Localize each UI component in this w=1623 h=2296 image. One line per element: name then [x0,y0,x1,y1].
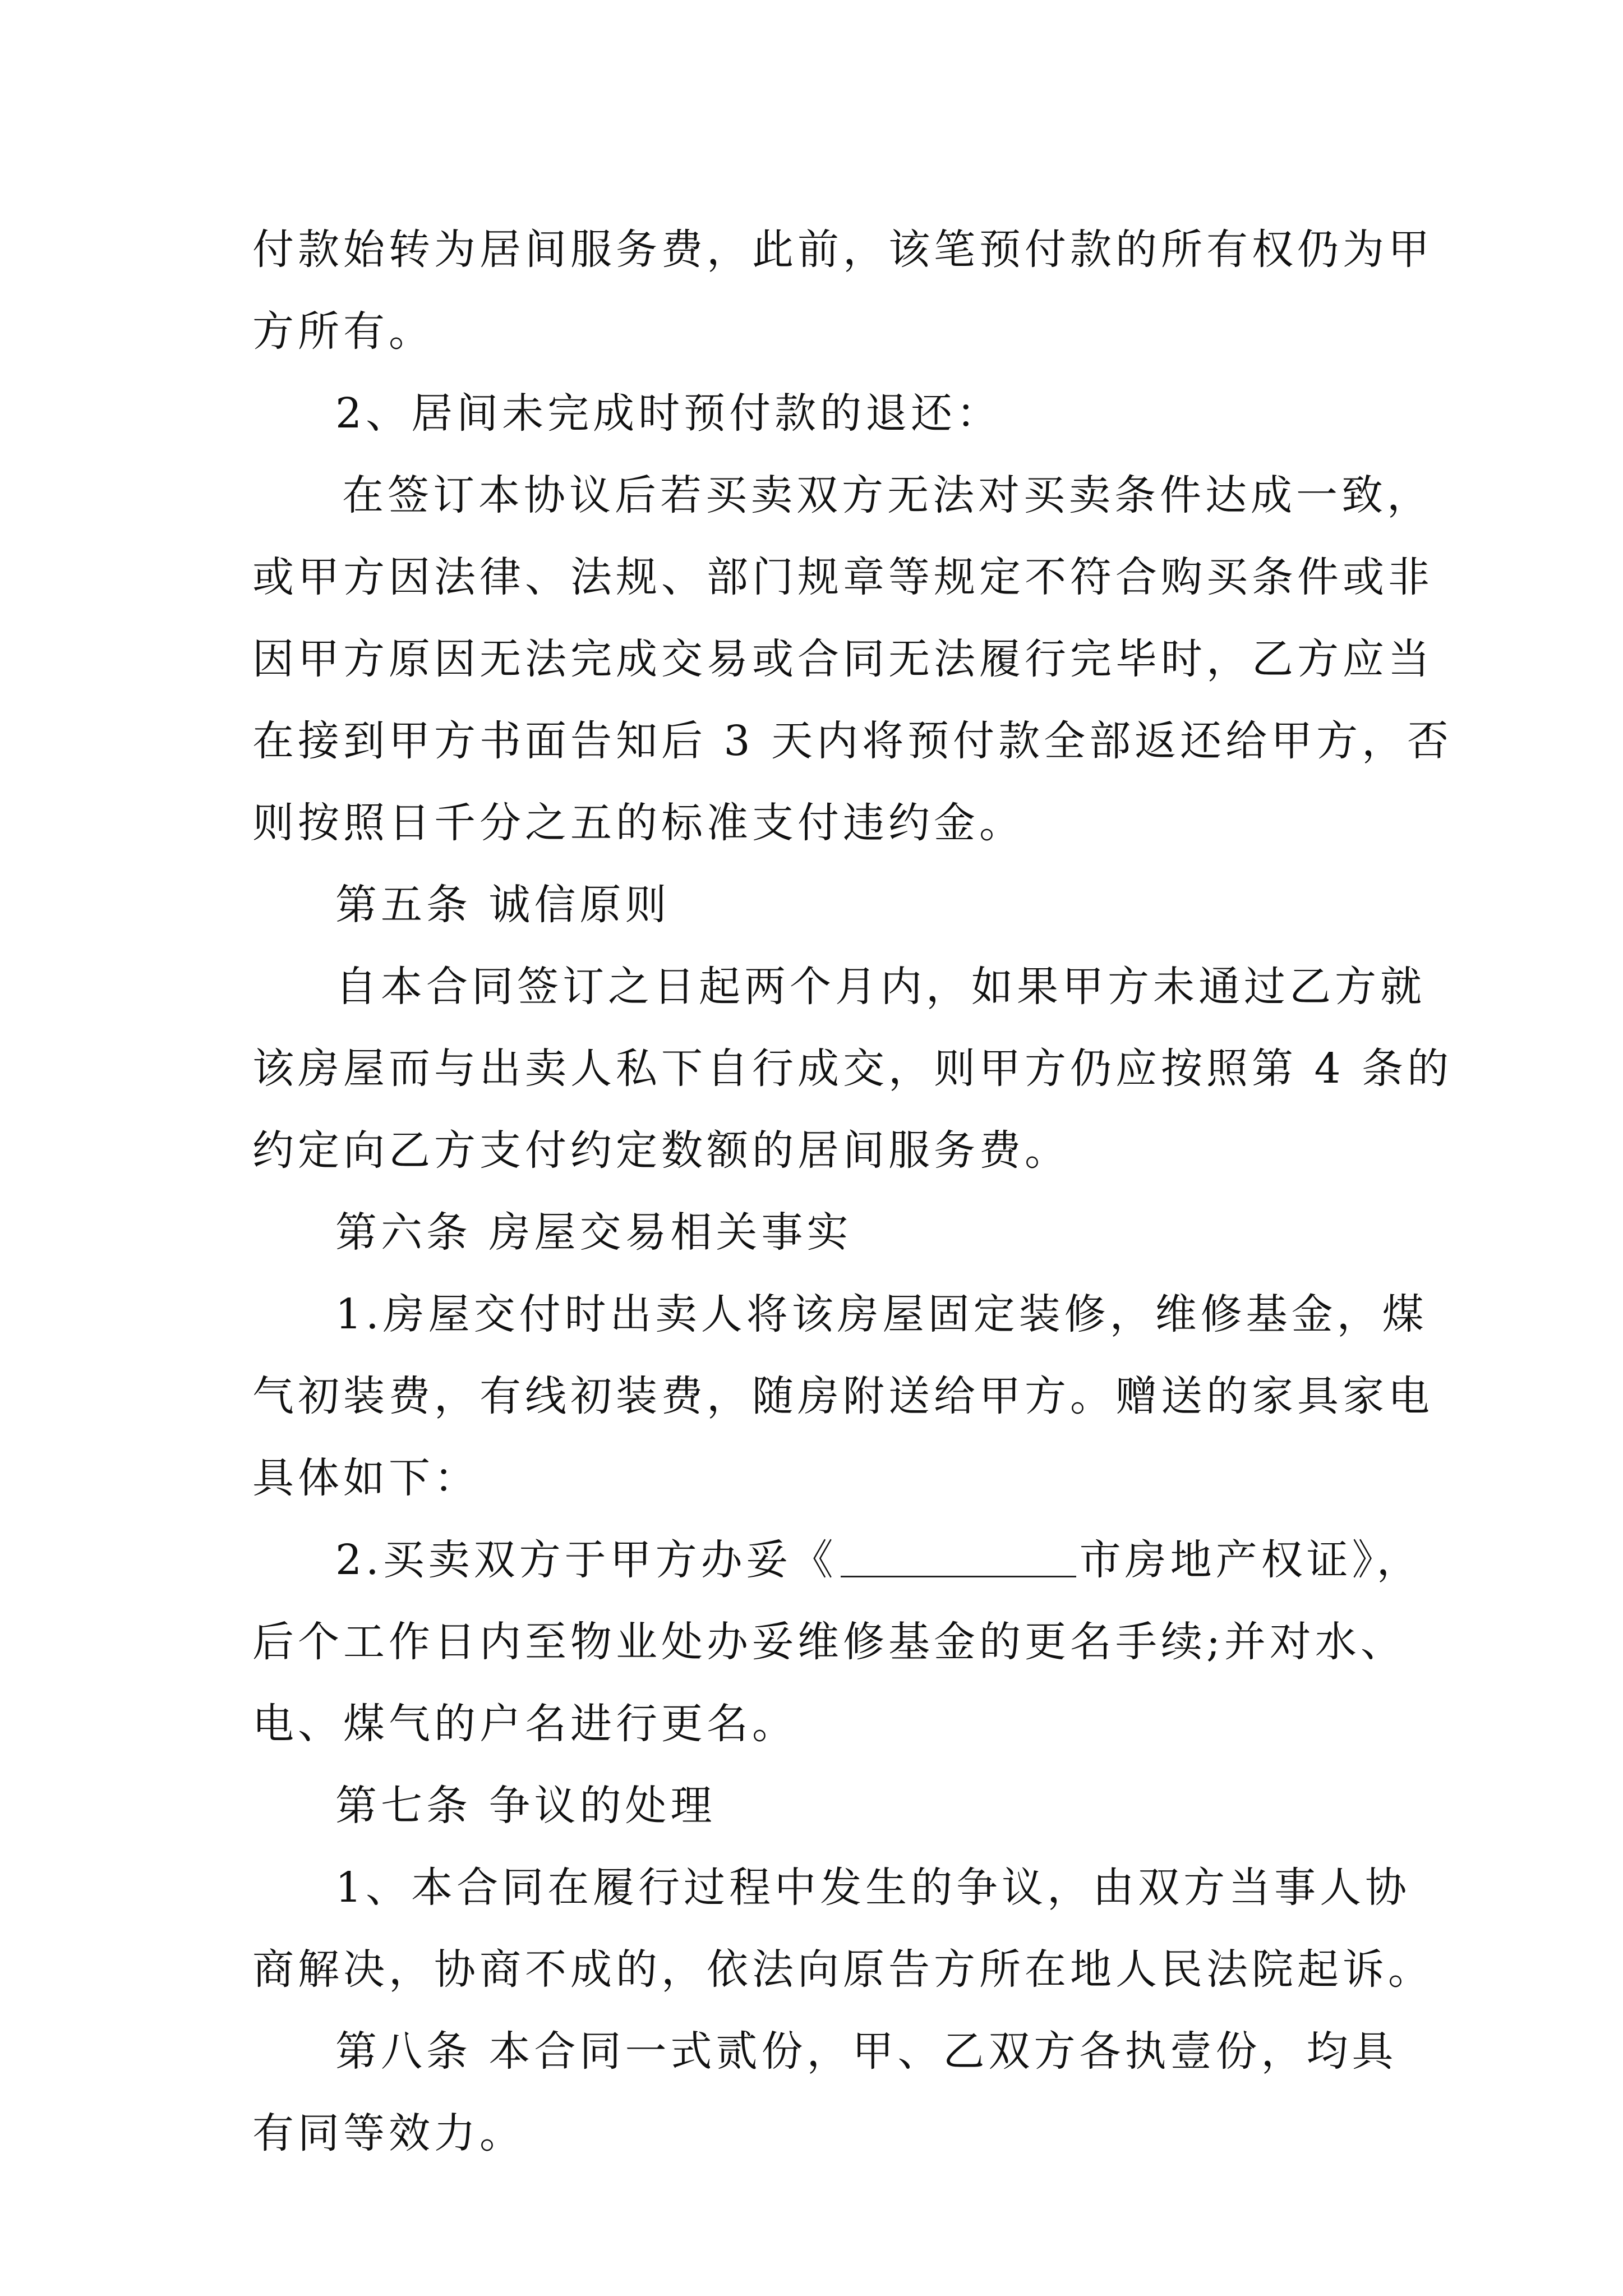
paragraph-line: 方所有。 [252,307,434,356]
article-heading: 第八条 本合同一式贰份，甲、乙双方各执壹份，均具 [335,2027,1398,2076]
paragraph-line: 约定向乙方支付约定数额的居间服务费。 [252,1126,1070,1175]
section-heading: 2、居间未完成时预付款的退还： [335,389,1002,438]
paragraph-line: 商解决，协商不成的，依法向原告方所在地人民法院起诉。 [252,1945,1433,1994]
article-heading: 第七条 争议的处理 [335,1782,716,1830]
article-heading: 第六条 房屋交易相关事实 [335,1208,852,1257]
text-before-blank: 2.买卖双方于甲方办妥《 [335,1536,837,1584]
document-body [252,209,1453,2174]
fill-in-blank [841,1536,1076,1577]
paragraph-line: 或甲方因法律、法规、部门规章等规定不符合购买条件或非 [252,553,1433,601]
paragraph-line: 在接到甲方书面告知后 3 天内将预付款全部返还给甲方，否 [252,717,1453,765]
paragraph-line: 1.房屋交付时出卖人将该房屋固定装修，维修基金，煤 [335,1290,1428,1338]
paragraph-line: 自本合同签订之日起两个月内，如果甲方未通过乙方就 [335,963,1426,1011]
paragraph-line: 电、煤气的户名进行更名。 [252,1700,797,1748]
paragraph-line: 在签订本协议后若买卖双方无法对买卖条件达成一致， [342,471,1432,519]
paragraph-line: 后个工作日内至物业处办妥维修基金的更名手续;并对水、 [252,1618,1406,1666]
paragraph-line: 气初装费，有线初装费，随房附送给甲方。赠送的家具家电 [252,1372,1433,1420]
paragraph-line: 该房屋而与出卖人私下自行成交，则甲方仍应按照第 4 条的 [252,1045,1453,1093]
text-after-blank: 市房地产权证》， [1079,1536,1422,1584]
paragraph-line: 有同等效力。 [252,2109,525,2157]
article-heading: 第五条 诚信原则 [335,881,671,929]
paragraph-line: 则按照日千分之五的标准支付违约金。 [252,799,1025,847]
paragraph-line: 具体如下： [252,1454,479,1502]
paragraph-line: 1、本合同在履行过程中发生的争议，由双方当事人协 [335,1864,1411,1912]
paragraph-line: 因甲方原因无法完成交易或合同无法履行完毕时，乙方应当 [252,635,1433,683]
paragraph-line-with-blank [252,1519,1422,1601]
paragraph-line: 付款始转为居间服务费，此前，该笔预付款的所有权仍为甲 [252,226,1433,274]
